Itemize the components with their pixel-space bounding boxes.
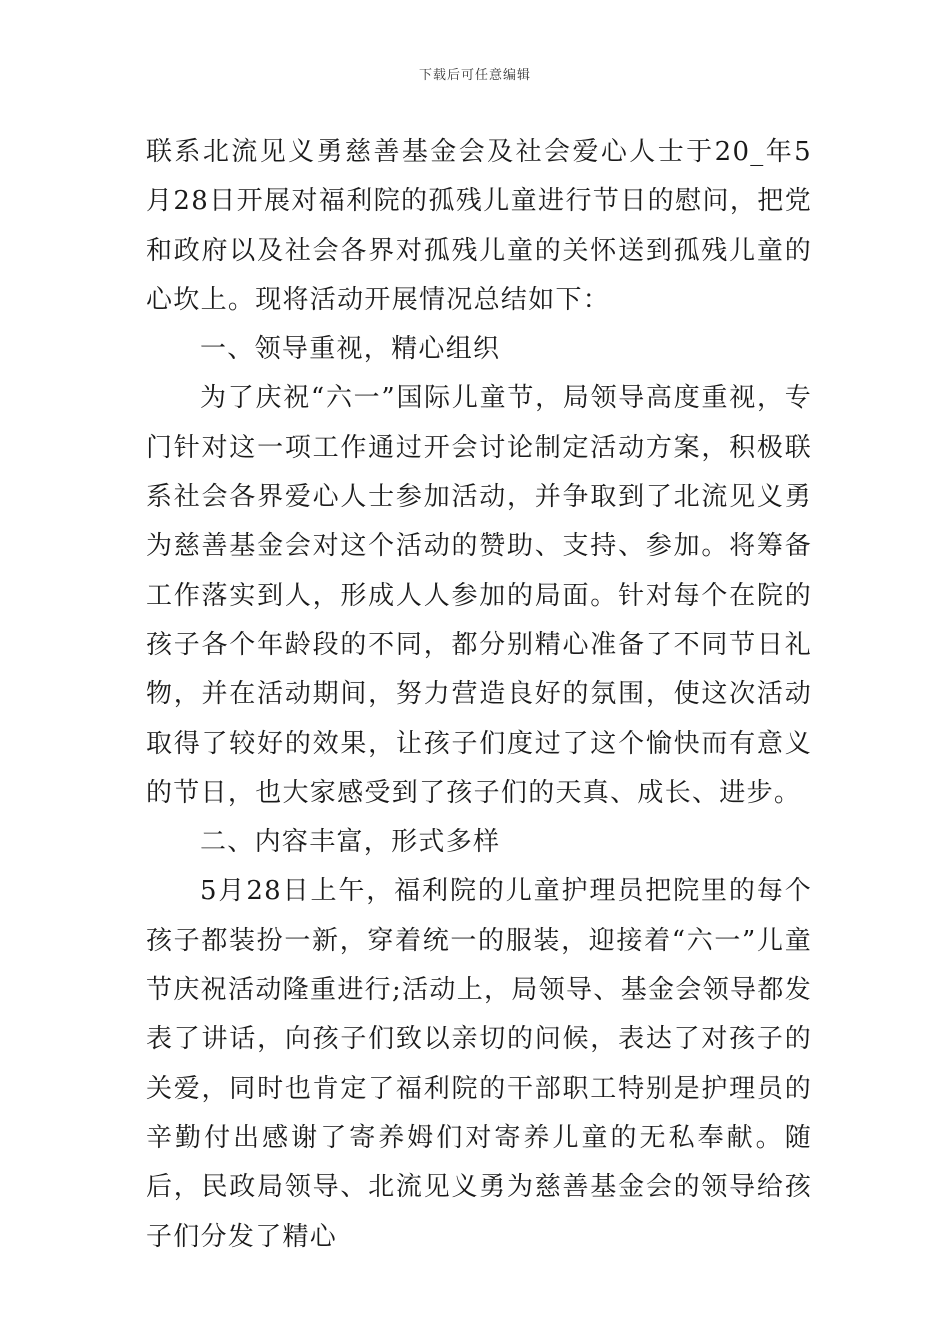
- section-heading-2: 二、内容丰富，形式多样: [200, 827, 501, 858]
- header-note: 下载后可任意编辑: [418, 68, 531, 83]
- paragraph-section-1: 为了庆祝“六一”国际儿童节，局领导高度重视，专门针对这一项工作通过开会讨论制定活动方案，积极联系社会各界爱心人士参加活动，并争取到了北流见义勇为慈善基金会对这个活动的赞助、支持、参加。将筹备工作落实到人，形成人人参加的局面。针对每个在院的孩子各个年龄段的不同，都分别精心准备了不同节日礼物，并在活动期间，努力营造良好的氛围，使这次活动取得了较好的效果，让孩子们度过了这个愉快而有意义的节日，也大家感受到了孩子们的天真、成长、进步。: [146, 383, 812, 808]
- paragraph-intro: 联系北流见义勇慈善基金会及社会爱心人士于20_年5月28日开展对福利院的孤残儿童进行节日的慰问，把党和政府以及社会各界对孤残儿童的关怀送到孤残儿童的心坎上。现将活动开展情况总结如下：: [146, 137, 812, 315]
- section-heading-1: 一、领导重视，精心组织: [200, 334, 501, 365]
- document-body: [146, 128, 812, 1262]
- paragraph-section-2: 5月28日上午，福利院的儿童护理员把院里的每个孩子都装扮一新，穿着统一的服装，迎接着“六一”儿童节庆祝活动隆重进行;活动上，局领导、基金会领导都发表了讲话，向孩子们致以亲切的问候，表达了对孩子的关爱，同时也肯定了福利院的干部职工特别是护理员的辛勤付出感谢了寄养姆们对寄养儿童的无私奉献。随后，民政局领导、北流见义勇为慈善基金会的领导给孩子们分发了精心: [146, 876, 812, 1252]
